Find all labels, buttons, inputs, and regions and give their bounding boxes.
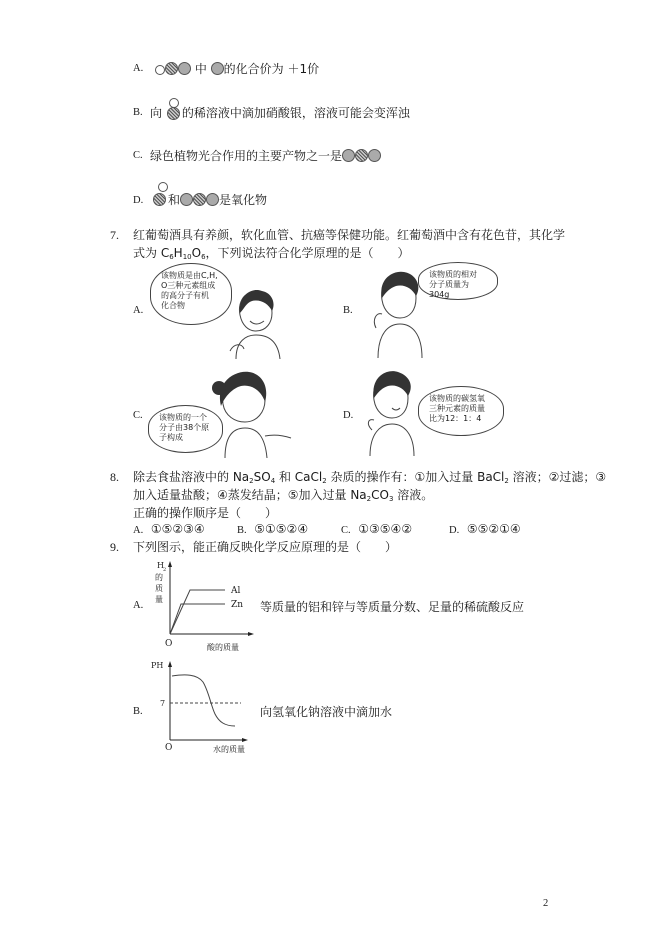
- graph-a: [145, 558, 255, 656]
- q6-option-b-letter: B.: [133, 107, 143, 118]
- graph-a-line-zn: [170, 604, 225, 634]
- q9-option-a-text: 等质量的铝和锌与等质量分数、足量的稀硫酸反应: [260, 600, 525, 614]
- q9-option-b-text: 向氢氧化钠溶液中滴加水: [260, 705, 393, 719]
- arrow-right-icon: [248, 632, 254, 636]
- q8-option-c: [341, 522, 412, 536]
- q8-stem-line3: 正确的操作顺序是（ ）: [133, 506, 278, 520]
- q6-option-b-pre: 向: [150, 106, 163, 120]
- graph-a-xlabel: 酸的质量: [207, 643, 239, 652]
- q8-text: 溶液；②过滤；③: [508, 470, 607, 484]
- speech-line: 比为12：1：4: [429, 414, 482, 423]
- q8-stem-line2: [133, 486, 433, 503]
- speech-line: O三种元素组成: [161, 281, 216, 290]
- speech-line: 化合物: [161, 301, 185, 310]
- q6-option-c-text: 绿色植物光合作用的主要产物之一是: [150, 149, 343, 163]
- q6-option-d-text: 是氧化物: [219, 193, 268, 207]
- q8-number: 8.: [110, 470, 119, 484]
- arrow-up-icon: [168, 561, 172, 567]
- graph-b: [145, 656, 260, 756]
- q6-option-a: [155, 60, 319, 77]
- q7-sub: 10: [182, 253, 192, 261]
- q9-number: 9.: [110, 540, 119, 554]
- q8-text: 和 CaCl: [275, 470, 323, 484]
- q8-option-text: ①⑤②③④: [150, 522, 205, 536]
- speech-bubble-b: [418, 262, 498, 300]
- q8-option-letter: C.: [341, 525, 351, 536]
- q6-option-b-text: 的稀溶液中滴加硝酸银，溶液可能会变浑浊: [181, 106, 410, 120]
- q8-option-d: [449, 522, 521, 536]
- speech-line: 子构成: [159, 433, 183, 442]
- graph-b-ytick: 7: [160, 699, 166, 708]
- speech-line: 的高分子有机: [161, 291, 209, 300]
- q9-option-b-letter: B.: [133, 706, 143, 717]
- q7-option-c-letter: C.: [133, 410, 143, 421]
- q7-formula-o: O: [191, 246, 202, 260]
- q7-formula-c: 式为 C: [133, 246, 170, 260]
- graph-a-label-al: Al: [231, 586, 241, 596]
- q8-option-letter: A.: [133, 525, 144, 536]
- q8-text: 除去食盐溶液中的 Na: [133, 470, 250, 484]
- graph-a-ylabel: 量: [155, 595, 163, 604]
- q6-option-d: [152, 191, 267, 208]
- graph-a-ylabel-sub: 2: [163, 567, 167, 573]
- graph-b-origin: O: [165, 743, 173, 753]
- atom-icon: [180, 193, 193, 206]
- q8-text: 加入适量盐酸；④蒸发结晶；⑤加入过量 Na: [133, 488, 367, 502]
- graph-a-ylabel-h: H: [157, 561, 164, 570]
- atom-icon: [211, 62, 224, 75]
- q8-option-a: [133, 522, 205, 536]
- q7-sub: 6: [201, 253, 206, 261]
- speech-bubble-d: [418, 386, 504, 436]
- graph-a-origin: O: [165, 639, 173, 649]
- graph-a-ylabel: 的: [155, 573, 163, 582]
- arrow-up-icon: [168, 661, 172, 667]
- q7-number: 7.: [110, 228, 119, 242]
- q8-sub: 2: [504, 477, 509, 485]
- q8-sub: 2: [249, 477, 254, 485]
- q8-sub: 4: [270, 477, 276, 485]
- q9-option-a-letter: A.: [133, 600, 144, 611]
- q8-option-letter: D.: [449, 525, 460, 536]
- q6-option-d-letter: D.: [133, 195, 144, 206]
- speech-line: 该物质是由C,H,: [161, 271, 218, 280]
- speech-line: 该物质的碳氢氧: [429, 394, 485, 403]
- q8-option-text: ⑤①⑤②④: [254, 522, 309, 536]
- graph-b-curve: [172, 675, 235, 726]
- q7-stem-tail: ，下列说法符合化学原理的是（ ）: [205, 246, 410, 260]
- atom-icon: [193, 193, 206, 206]
- q6-option-c-letter: C.: [133, 150, 143, 161]
- q8-option-text: ⑤⑤②①④: [466, 522, 521, 536]
- graph-b-ylabel: PH: [151, 661, 164, 670]
- page-number: 2: [543, 898, 549, 909]
- q8-text: CO: [371, 488, 389, 502]
- q8-text: SO: [253, 470, 271, 484]
- arrow-right-icon: [242, 738, 248, 742]
- q7-option-d-letter: D.: [343, 410, 354, 421]
- atom-icon: [155, 65, 165, 75]
- atom-icon: [165, 62, 178, 75]
- q8-option-text: ①③⑤④②: [358, 522, 413, 536]
- q7-stem-line1: 红葡萄酒具有养颜，软化血管、抗癌等保健功能。红葡萄酒中含有花色苷，其化学: [133, 228, 566, 242]
- atom-icon: [342, 149, 355, 162]
- graph-a-label-zn: Zn: [231, 600, 244, 610]
- boy-pointing-illustration: [362, 368, 422, 458]
- q8-sub: 3: [388, 495, 394, 503]
- q8-text: 杂质的操作有：①加入过量 BaCl: [326, 470, 505, 484]
- molecule-icon: [152, 191, 168, 207]
- q7-sub: 6: [169, 253, 174, 261]
- q6-option-a-mid: 中: [194, 62, 207, 76]
- q6-option-a-letter: A.: [133, 63, 144, 74]
- atom-icon: [178, 62, 191, 75]
- graph-a-ylabel: 质: [155, 584, 163, 593]
- boy-smiling-illustration: [222, 285, 292, 360]
- girl-illustration: [205, 366, 295, 458]
- q6-option-b: [150, 104, 410, 121]
- q8-sub: 2: [366, 495, 372, 503]
- atom-icon: [206, 193, 219, 206]
- q9-stem: 下列图示，能正确反映化学反应原理的是（ ）: [133, 540, 398, 554]
- speech-bubble-a: [150, 263, 232, 325]
- q6-option-c: [150, 147, 381, 164]
- speech-line: 分子由38个原: [159, 423, 210, 432]
- atom-icon: [355, 149, 368, 162]
- q7-formula-h: H: [173, 246, 183, 260]
- q6-option-a-text: 的化合价为 ＋1价: [223, 62, 320, 76]
- q8-option-b: [237, 522, 308, 536]
- q8-stem-line1: [133, 468, 606, 485]
- speech-line: 该物质的一个: [159, 413, 207, 422]
- q8-sub: 2: [322, 477, 327, 485]
- speech-line: 该物质的相对: [429, 270, 477, 279]
- q8-option-letter: B.: [237, 525, 247, 536]
- atom-icon: [368, 149, 381, 162]
- graph-b-xlabel: 水的质量: [213, 745, 245, 754]
- molecule-icon: [166, 104, 182, 120]
- q8-text: 溶液。: [393, 488, 434, 502]
- q7-option-a-letter: A.: [133, 305, 144, 316]
- q7-stem-line2: [133, 244, 410, 261]
- speech-line: 分子质量为304g: [429, 280, 469, 299]
- speech-line: 三种元素的质量: [429, 404, 485, 413]
- q7-option-b-letter: B.: [343, 305, 353, 316]
- q6-option-d-mid: 和: [168, 193, 181, 207]
